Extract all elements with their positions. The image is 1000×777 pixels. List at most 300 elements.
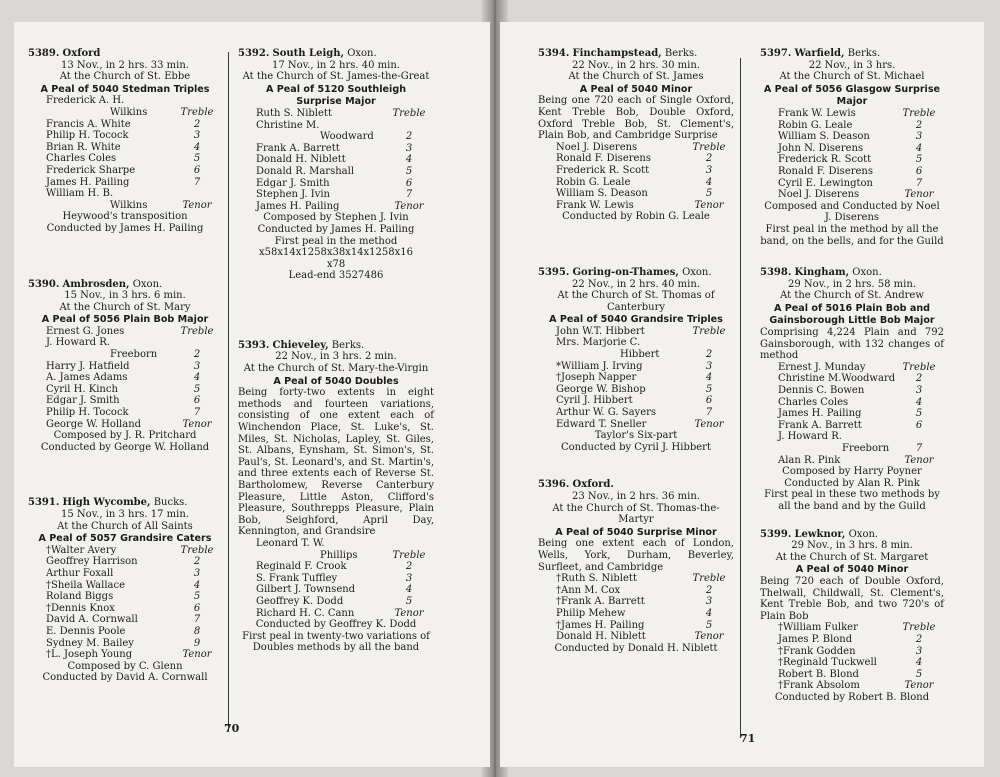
peal-place: Kingham, xyxy=(794,267,850,279)
peal-footer-line: Conducted by James H. Pailing xyxy=(257,223,415,235)
bell-position: 4 xyxy=(193,372,201,384)
ringer-name: James H. Pailing xyxy=(46,176,130,188)
peal-title: A Peal of 5040 Surprise Minor xyxy=(555,526,717,538)
ringer-name: Christine M.Woodward xyxy=(778,373,896,385)
ringer-row xyxy=(538,153,734,165)
left-page-column-1 xyxy=(28,48,222,684)
bell-position: 4 xyxy=(193,141,201,153)
ringer-row xyxy=(28,200,222,212)
peal-date-location: 23 Nov., in 2 hrs. 36 min. xyxy=(572,491,700,502)
bell-position: 4 xyxy=(915,396,923,408)
bell-position: 3 xyxy=(915,131,923,143)
peal-date-location: At the Church of St. James xyxy=(568,71,704,83)
peal-footer-line: Conducted by Robert B. Blond xyxy=(774,691,930,703)
ringer-name: †Frank Godden xyxy=(778,645,856,657)
ringer-name: †Ruth S. Niblett xyxy=(556,573,637,585)
peal-county: Berks. xyxy=(847,48,881,59)
peal-title: A Peal of 5040 Stedman Triples xyxy=(40,83,210,95)
bell-position: 3 xyxy=(405,142,413,154)
ringers-list xyxy=(538,573,734,643)
ringer-name: Robin G. Leale xyxy=(778,119,853,131)
ringer-name: Cyril J. Hibbert xyxy=(556,395,633,407)
ringer-row xyxy=(238,120,434,132)
ringer-name: †Reginald Tuckwell xyxy=(778,657,877,669)
ringer-row xyxy=(238,596,434,608)
bell-position: 3 xyxy=(705,164,713,176)
bell-position: Tenor xyxy=(904,454,934,466)
bell-position: 5 xyxy=(915,154,923,166)
peal-date-location: At the Church of St. Ebbe xyxy=(59,71,191,83)
ringer-row xyxy=(538,361,734,373)
ringer-row xyxy=(238,561,434,573)
ringer-name: Cyril E. Lewington xyxy=(778,177,873,189)
ringer-name: Donald H. Niblett xyxy=(556,631,646,643)
ringers-list xyxy=(760,362,944,466)
ringer-name: Gilbert J. Townsend xyxy=(256,584,356,596)
bell-position: Treble xyxy=(180,325,214,337)
ringer-name: Frederick R. Scott xyxy=(778,154,872,166)
ringer-name: †Joseph Napper xyxy=(556,372,637,384)
ringer-name: Frederick Sharpe xyxy=(46,164,136,176)
ringer-row xyxy=(538,349,734,361)
peal-date-location: 15 Nov., in 3 hrs. 17 min. xyxy=(61,509,189,520)
peal-date-location: 29 Nov., in 3 hrs. 8 min. xyxy=(791,540,913,552)
peal-date-location: 22 Nov., in 3 hrs. 2 min. xyxy=(275,351,397,363)
ringer-name: Freeborn xyxy=(842,443,890,454)
bell-position: Treble xyxy=(692,325,726,337)
peal-date-location: At the Church of St. Thomas of Canterbury xyxy=(557,290,715,313)
peal-entry xyxy=(538,479,734,654)
ringer-row xyxy=(760,622,944,634)
peal-place: Finchampstead, xyxy=(572,48,662,59)
left-page-column-2 xyxy=(238,48,434,654)
ringer-name: Sydney M. Bailey xyxy=(46,637,134,649)
peal-footer-line: Conducted by George W. Holland xyxy=(40,441,210,453)
ringer-row xyxy=(28,326,222,338)
bell-position: 6 xyxy=(193,395,201,407)
ringers-list xyxy=(538,142,734,212)
ringer-name: William S. Deason xyxy=(778,131,870,143)
ringer-row xyxy=(28,603,222,615)
ringer-name: Noel J. Diserens xyxy=(778,189,860,201)
ringer-name: Ronald F. Diserens xyxy=(778,165,874,177)
ringer-row xyxy=(538,384,734,396)
ringer-name: Donald R. Marshall xyxy=(256,165,355,177)
ringer-row xyxy=(238,608,434,620)
left-page xyxy=(14,22,490,767)
bell-position: 9 xyxy=(193,637,201,649)
peal-heading xyxy=(538,48,734,60)
ringer-row xyxy=(538,620,734,632)
bell-position: 2 xyxy=(193,556,201,568)
column-divider xyxy=(740,58,741,738)
peal-footer-line: First peal in twenty-two variations of Doubles methods by all the band xyxy=(242,630,430,654)
bell-position: 8 xyxy=(193,625,201,637)
peal-heading xyxy=(760,48,944,60)
peal-entry xyxy=(28,48,222,235)
peal-heading xyxy=(238,48,434,60)
ringer-row xyxy=(28,153,222,165)
peal-number: 5397. xyxy=(760,48,792,59)
ringer-row xyxy=(760,178,944,190)
peal-date-location: 13 Nov., in 2 hrs. 33 min. xyxy=(61,59,189,71)
bell-position: 5 xyxy=(405,165,413,177)
bell-position: 3 xyxy=(193,360,201,372)
ringer-row xyxy=(28,361,222,373)
ringer-row xyxy=(760,120,944,132)
ringer-row xyxy=(238,108,434,120)
bell-position: Treble xyxy=(902,107,936,119)
bell-position: 6 xyxy=(193,164,201,176)
peal-date-location: At the Church of St. Mary-the-Virgin xyxy=(243,363,429,375)
peal-footer-line: Taylor's Six-part xyxy=(594,430,678,442)
peal-footer-line: Heywood's transposition xyxy=(62,211,188,223)
ringer-name: †L. Joseph Young xyxy=(46,649,133,661)
peal-date-location: At the Church of St. Thomas-the-Martyr xyxy=(552,502,720,526)
peal-county: Bucks. xyxy=(153,497,188,509)
ringer-name: William H. B. xyxy=(46,188,114,200)
peal-details: Being one extent each of London, Wells, York, Durham, Beverley, Surfleet, and Cambridge xyxy=(538,538,734,573)
ringer-row xyxy=(238,538,434,550)
peal-footer-line: Lead-end 3527486 xyxy=(288,270,384,282)
ringer-row xyxy=(28,177,222,189)
ringer-name: Frederick A. H. xyxy=(46,95,125,107)
peal-entry xyxy=(760,48,944,247)
ringer-name: Edward T. Sneller xyxy=(556,418,647,430)
ringer-name: James H. Pailing xyxy=(778,408,862,420)
bell-position: Tenor xyxy=(904,189,934,201)
ringer-row xyxy=(760,385,944,397)
ringer-row xyxy=(538,596,734,608)
peal-footer-line: Composed by Stephen J. Ivin xyxy=(263,212,409,224)
peal-number: 5389. xyxy=(28,48,60,59)
bell-position: 7 xyxy=(915,177,923,189)
peal-footer-line: Composed and Conducted by Noel J. Diserens xyxy=(764,200,940,224)
ringer-row xyxy=(28,626,222,638)
ringers-list xyxy=(238,108,434,212)
ringer-row xyxy=(28,95,222,107)
ringer-name: Philip H. Tocock xyxy=(46,130,129,142)
bell-position: 2 xyxy=(915,119,923,131)
ringers-list xyxy=(238,538,434,619)
ringer-name: Ronald F. Diserens xyxy=(556,153,652,165)
bell-position: Treble xyxy=(180,544,214,556)
bell-position: 6 xyxy=(705,395,713,407)
peal-footer-line: Composed by Harry Poyner xyxy=(782,466,922,478)
ringer-row xyxy=(760,166,944,178)
bell-position: 3 xyxy=(915,645,923,657)
bell-position: Treble xyxy=(902,622,936,634)
bell-position: Tenor xyxy=(182,199,212,211)
peal-place: Warfield, xyxy=(794,48,845,59)
ringer-name: Leonard T. W. xyxy=(256,537,325,549)
ringer-row xyxy=(760,408,944,420)
bell-position: 3 xyxy=(193,130,201,142)
ringer-row xyxy=(28,580,222,592)
ringer-name: Frank A. Barrett xyxy=(778,419,862,431)
peal-entry xyxy=(760,529,944,704)
ringer-name: James H. Pailing xyxy=(256,200,340,212)
peal-entry xyxy=(760,267,944,512)
ringer-name: David A. Cornwall xyxy=(46,614,138,626)
ringer-row xyxy=(538,188,734,200)
ringer-row xyxy=(760,455,944,467)
peal-date-location: At the Church of St. Mary xyxy=(59,301,191,313)
bell-position: 4 xyxy=(705,176,713,188)
peal-entry xyxy=(238,340,434,654)
ringer-name: Woodward xyxy=(320,131,374,143)
ringer-name: Freeborn xyxy=(110,349,158,361)
ringer-name: Geoffrey K. Dodd xyxy=(256,595,344,607)
bell-position: 5 xyxy=(193,591,201,603)
ringer-row xyxy=(28,407,222,419)
peal-county: Oxon. xyxy=(682,266,712,278)
peal-title: Surprise Major xyxy=(296,96,376,108)
ringer-row xyxy=(760,646,944,658)
bell-position: Tenor xyxy=(694,631,724,643)
peal-place: Goring-on-Thames, xyxy=(572,266,679,278)
ringer-row xyxy=(760,669,944,681)
ringer-name: †Ann M. Cox xyxy=(556,584,621,596)
ringers-list xyxy=(760,108,944,201)
ringer-name: John W.T. Hibbert xyxy=(556,325,645,337)
ringer-name: †Walter Avery xyxy=(46,544,117,556)
peal-number: 5392. xyxy=(238,48,270,59)
ringer-name: Frank W. Lewis xyxy=(556,199,634,211)
peal-heading xyxy=(538,479,734,491)
ringer-row xyxy=(238,131,434,143)
peal-date-location: 17 Nov., in 2 hrs. 40 min. xyxy=(272,59,400,71)
ringer-row xyxy=(28,337,222,349)
ringer-name: Dennis C. Bowen xyxy=(778,385,865,397)
ringer-name: †Frank A. Barrett xyxy=(556,596,645,608)
ringer-row xyxy=(238,573,434,585)
ringer-name: Ruth S. Niblett xyxy=(256,107,332,119)
peal-number: 5396. xyxy=(538,479,570,491)
peal-footer-line: Conducted by Donald H. Niblett xyxy=(554,642,718,654)
ringer-row xyxy=(238,550,434,562)
bell-position: 7 xyxy=(193,614,201,626)
ringer-name: Charles Coles xyxy=(46,153,117,165)
ringer-name: Arthur W. G. Sayers xyxy=(556,407,657,419)
peal-date-location: 22 Nov., in 2 hrs. 40 min. xyxy=(572,278,700,290)
ringers-list xyxy=(760,622,944,692)
peal-heading xyxy=(28,279,222,291)
bell-position: Treble xyxy=(692,573,726,585)
peal-date-location: 15 Nov., in 3 hrs. 6 min. xyxy=(64,290,186,302)
peal-place: Chieveley, xyxy=(272,339,329,351)
bell-position: Tenor xyxy=(394,200,424,212)
bell-position: 2 xyxy=(915,373,923,385)
ringer-name: †Frank Absolom xyxy=(778,680,860,692)
ringer-name: Christine M. xyxy=(256,119,320,131)
ringer-row xyxy=(760,657,944,669)
ringer-row xyxy=(28,107,222,119)
ringer-row xyxy=(238,178,434,190)
ringer-name: Ernest J. Munday xyxy=(778,361,866,373)
peal-entry xyxy=(238,48,434,282)
ringer-name: Edgar J. Smith xyxy=(256,177,330,189)
ringer-row xyxy=(538,585,734,597)
ringer-row xyxy=(760,431,944,443)
peal-number: 5390. xyxy=(28,278,60,290)
peal-details: Being 720 each of Double Oxford, Thelwall, Childwall, St. Clement's, Kent Treble Bob, and two 720's of Plain Bob xyxy=(760,575,944,622)
peal-number: 5393. xyxy=(238,339,270,351)
page-number: 71 xyxy=(740,732,756,745)
peal-entry xyxy=(28,497,222,684)
bell-position: 5 xyxy=(705,383,713,395)
peal-footer-line: Conducted by Geoffrey K. Dodd xyxy=(255,619,417,631)
bell-position: 3 xyxy=(193,567,201,579)
peal-footer-line: First peal in the method xyxy=(274,235,398,247)
ringer-row xyxy=(538,419,734,431)
ringer-name: Phillips xyxy=(320,549,358,561)
ringer-row xyxy=(28,384,222,396)
peal-title: A Peal of 5040 Minor xyxy=(579,83,693,95)
peal-footer-line: Composed by C. Glenn xyxy=(67,660,183,672)
bell-position: 2 xyxy=(705,153,713,165)
peal-place: Ambrosden, xyxy=(62,278,130,290)
bell-position: 7 xyxy=(915,443,923,454)
peal-place: Lewknor, xyxy=(794,528,846,540)
ringer-name: John N. Diserens xyxy=(778,142,864,154)
ringer-name: Francis A. White xyxy=(46,118,131,130)
bell-position: 4 xyxy=(915,657,923,669)
ringer-name: Stephen J. Ivin xyxy=(256,189,330,201)
ringer-row xyxy=(538,337,734,349)
bell-position: 4 xyxy=(705,607,713,619)
peal-county: Oxon. xyxy=(848,528,879,540)
peal-number: 5395. xyxy=(538,266,570,278)
ringer-row xyxy=(760,362,944,374)
ringer-row xyxy=(760,108,944,120)
ringer-row xyxy=(28,545,222,557)
ringer-row xyxy=(238,201,434,213)
bell-position: 5 xyxy=(705,188,713,200)
ringer-name: *William J. Irving xyxy=(556,360,643,372)
ringer-row xyxy=(538,573,734,585)
bell-position: 5 xyxy=(915,408,923,420)
peal-title: A Peal of 5040 Grandsire Triples xyxy=(549,314,723,326)
bell-position: 2 xyxy=(405,131,413,143)
peal-footer-line: First peal in these two methods by all the band and by the Guild xyxy=(764,489,940,512)
bell-position: Tenor xyxy=(182,649,212,661)
ringer-name: James P. Blond xyxy=(778,633,853,645)
peal-place: High Wycombe, xyxy=(62,497,151,509)
bell-position: Tenor xyxy=(182,418,212,430)
peal-footer-line: Conducted by Robin G. Leale xyxy=(562,211,710,223)
ringer-row xyxy=(538,165,734,177)
bell-position: 2 xyxy=(705,584,713,596)
bell-position: 4 xyxy=(705,372,713,384)
peal-county: Oxon. xyxy=(132,278,163,290)
ringer-row xyxy=(538,142,734,154)
peal-details: Being forty-two extents in eight methods and fourteen variations, consisting of one extent each of Winchendon Place, St. Luke's, St. Miles, St. Nicholas, Lapley, St. Giles, St. Albans, Eynsham, St. Simon's, St. Paul's, St. Leonard's, and St. Martin's, and three extents each of Reverse St. Bartholomew, Reverse Canterbury Pleasure, Little Aston, Clifford's Pleasure, Southrepps Pleasure, Plain Bob, Seighford, April Day, Kennington, and Grandsire xyxy=(238,387,434,538)
ringer-name: Philip H. Tocock xyxy=(46,407,129,419)
ringer-name: †Sheila Wallace xyxy=(46,579,125,591)
ringer-row xyxy=(238,584,434,596)
ringer-name: Frank W. Lewis xyxy=(778,107,856,119)
peal-title: Major xyxy=(836,96,868,108)
bell-position: 5 xyxy=(193,383,201,395)
peal-heading xyxy=(760,267,944,279)
ringer-name: William S. Deason xyxy=(556,188,648,200)
peal-footer-line: x78 xyxy=(326,258,346,270)
bell-position: 7 xyxy=(405,189,413,201)
right-page xyxy=(500,22,984,767)
peal-place: South Leigh, xyxy=(272,48,344,59)
ringer-name: Cyril H. Kinch xyxy=(46,383,118,395)
bell-position: Treble xyxy=(392,107,426,119)
bell-position: Treble xyxy=(180,106,214,118)
ringer-name: Frank A. Barrett xyxy=(256,142,340,154)
bell-position: 6 xyxy=(193,602,201,614)
peal-date-location: At the Church of St. James-the-Great xyxy=(242,71,430,83)
ringers-list xyxy=(28,326,222,430)
ringer-name: Roland Biggs xyxy=(46,591,114,603)
peal-place: Oxford xyxy=(62,48,101,59)
bell-position: 2 xyxy=(915,633,923,645)
peal-footer-line: Conducted by David A. Cornwall xyxy=(42,672,208,684)
ringer-row xyxy=(538,407,734,419)
ringers-list xyxy=(28,545,222,661)
peal-entry xyxy=(28,279,222,454)
bell-position: 2 xyxy=(705,349,713,361)
bell-position: Treble xyxy=(692,141,726,153)
peal-number: 5398. xyxy=(760,267,792,279)
ringer-row xyxy=(760,143,944,155)
bell-position: Tenor xyxy=(904,680,934,692)
column-divider xyxy=(228,52,229,732)
peal-heading xyxy=(538,267,734,279)
ringer-row xyxy=(760,373,944,385)
peal-heading xyxy=(760,529,944,541)
bell-position: 2 xyxy=(193,349,201,361)
bell-position: 3 xyxy=(915,385,923,397)
ringer-name: Ernest G. Jones xyxy=(46,325,125,337)
ringer-name: Wilkins xyxy=(110,106,148,118)
peal-place: Oxford. xyxy=(572,479,614,491)
ringer-name: J. Howard R. xyxy=(46,337,110,349)
ringer-name: Reginald F. Crook xyxy=(256,561,347,573)
peal-details: Being one 720 each of Single Oxford, Kent Treble Bob, Double Oxford, Oxford Treble Bob, St. Clement's, Plain Bob, and Cambridge Surprise xyxy=(538,95,734,142)
ringer-row xyxy=(538,200,734,212)
ringer-name: Arthur Foxall xyxy=(46,567,114,579)
ringer-name: Robin G. Leale xyxy=(556,176,631,188)
ringer-row xyxy=(28,372,222,384)
ringer-row xyxy=(28,130,222,142)
bell-position: 4 xyxy=(915,142,923,154)
ringer-row xyxy=(238,166,434,178)
bell-position: 5 xyxy=(193,153,201,165)
ringer-name: A. James Adams xyxy=(46,372,128,384)
ringer-name: Brian R. White xyxy=(46,141,121,153)
ringer-row xyxy=(28,419,222,431)
ringer-row xyxy=(760,680,944,692)
ringer-row xyxy=(238,143,434,155)
ringer-row xyxy=(538,608,734,620)
ringer-row xyxy=(28,638,222,650)
ringer-name: Edgar J. Smith xyxy=(46,395,120,407)
ringer-row xyxy=(538,326,734,338)
ringer-name: Hibbert xyxy=(620,349,660,361)
ringer-row xyxy=(760,420,944,432)
peal-footer-line: Conducted by Alan R. Pink xyxy=(784,477,920,489)
ringer-row xyxy=(28,142,222,154)
peal-heading xyxy=(28,48,222,60)
peal-county: Oxon. xyxy=(852,267,882,279)
ringer-name: †Dennis Knox xyxy=(46,602,115,614)
